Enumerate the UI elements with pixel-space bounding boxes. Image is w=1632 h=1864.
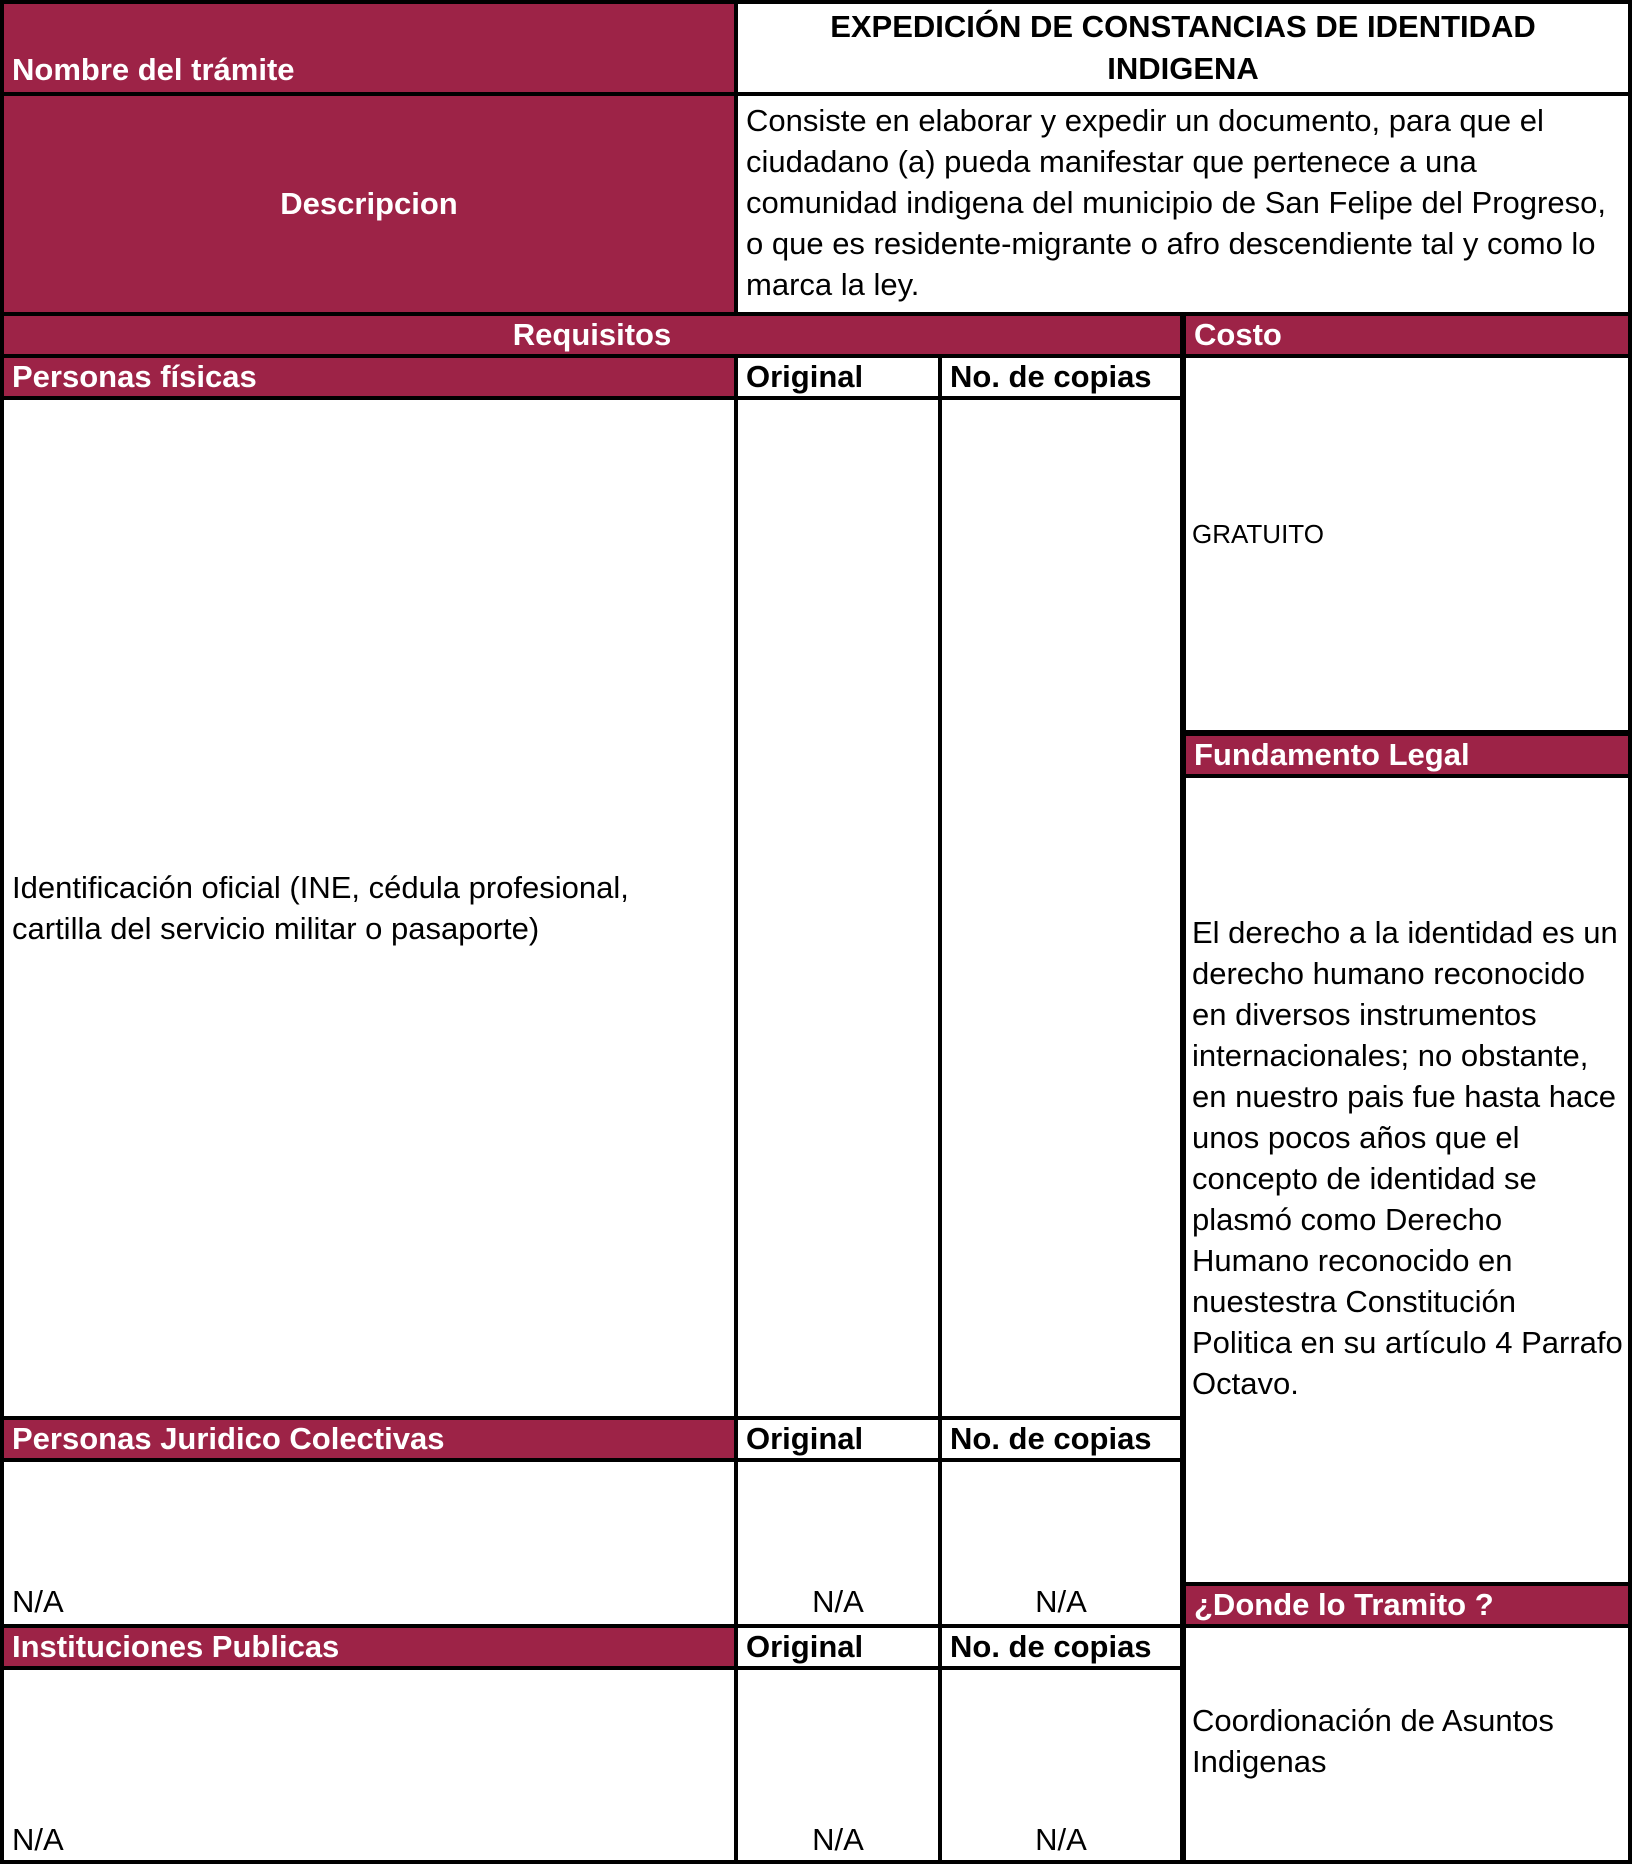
personas-fisicas-copias-header-text: No. de copias xyxy=(950,359,1152,394)
personas-fisicas-original-header-text: Original xyxy=(746,359,864,394)
divider-h-2 xyxy=(0,312,1632,316)
divider-v-original xyxy=(734,354,738,1864)
tramite-title-text: EXPEDICIÓN DE CONSTANCIAS DE IDENTIDAD INDIGENA xyxy=(830,9,1536,86)
requisitos-header-text: Requisitos xyxy=(512,317,672,352)
instituciones-original-header xyxy=(738,1628,938,1666)
instituciones-copias-header xyxy=(942,1628,1180,1666)
personas-juridico-original-text: N/A xyxy=(812,1584,864,1619)
personas-fisicas-header-text: Personas físicas xyxy=(12,359,257,394)
personas-fisicas-header xyxy=(4,358,734,396)
instituciones-copias xyxy=(942,1670,1180,1860)
personas-juridico-copias-text: N/A xyxy=(1035,1584,1087,1619)
divider-h-1 xyxy=(0,92,1632,96)
fundamento-text-content: El derecho a la identidad es un derecho humano reconocido en diversos instrumentos internacionales; no obstante, en nuestro pais fue hasta hace unos pocos años que el concepto de identidad se plasmó como Derecho Humano reconocido en nuestestra Constitución Politica en su artículo 4 Parrafo Octavo. xyxy=(1192,915,1623,1401)
descripcion-text-content: Consiste en elaborar y expedir un documento, para que el ciudadano (a) pueda manifestar que pertenece a una comunidad indigena del municipio de San Felipe del Progreso, o que es residente-migrante o afro descendiente tal y como lo marca la ley. xyxy=(746,103,1606,302)
costo-value-text: GRATUITO xyxy=(1192,518,1324,549)
border-top xyxy=(0,0,1632,4)
border-bottom xyxy=(0,1860,1632,1864)
divider-h-donde-top xyxy=(1184,1582,1632,1586)
personas-fisicas-original-header xyxy=(738,358,938,396)
divider-h-pj-top xyxy=(0,1416,1182,1420)
donde-header-text: ¿Donde lo Tramito ? xyxy=(1194,1587,1494,1622)
divider-h-ip-top xyxy=(0,1624,1182,1628)
instituciones-copias-text: N/A xyxy=(1035,1822,1087,1857)
personas-fisicas-original-cell xyxy=(738,400,938,1416)
divider-h-pf xyxy=(0,396,1182,400)
divider-v-copias xyxy=(938,354,942,1864)
divider-h-donde xyxy=(1184,1624,1632,1628)
fundamento-header-text: Fundamento Legal xyxy=(1194,737,1470,772)
instituciones-original xyxy=(738,1670,938,1860)
personas-juridico-header xyxy=(4,1420,734,1458)
personas-fisicas-copias-cell xyxy=(942,400,1180,1416)
donde-text-content: Coordionación de Asuntos Indigenas xyxy=(1192,1703,1554,1779)
instituciones-copias-header-text: No. de copias xyxy=(950,1629,1152,1664)
personas-juridico-original xyxy=(738,1462,938,1624)
personas-juridico-original-header-text: Original xyxy=(746,1421,864,1456)
costo-value xyxy=(1186,358,1628,730)
costo-header xyxy=(1186,316,1628,354)
divider-h-3 xyxy=(0,354,1632,358)
personas-juridico-item-text: N/A xyxy=(12,1584,64,1619)
instituciones-item xyxy=(4,1670,734,1860)
personas-fisicas-item xyxy=(4,400,734,1416)
fundamento-text xyxy=(1186,778,1628,1582)
instituciones-header-text: Instituciones Publicas xyxy=(12,1629,340,1664)
divider-h-ip xyxy=(0,1666,1182,1670)
tramite-label xyxy=(4,4,734,92)
personas-fisicas-copias-header xyxy=(942,358,1180,396)
requisitos-header xyxy=(4,316,1180,354)
divider-h-costo xyxy=(1184,730,1632,736)
divider-h-fundamento xyxy=(1184,774,1632,778)
descripcion-text xyxy=(738,96,1628,312)
divider-v-right xyxy=(1180,312,1186,1864)
instituciones-original-header-text: Original xyxy=(746,1629,864,1664)
donde-header xyxy=(1186,1586,1628,1624)
tramite-title xyxy=(738,4,1628,92)
instituciones-header xyxy=(4,1628,734,1666)
personas-juridico-copias xyxy=(942,1462,1180,1624)
personas-juridico-original-header xyxy=(738,1420,938,1458)
fundamento-header xyxy=(1186,736,1628,774)
personas-juridico-copias-header xyxy=(942,1420,1180,1458)
personas-juridico-copias-header-text: No. de copias xyxy=(950,1421,1152,1456)
descripcion-label-text: Descripcion xyxy=(280,186,458,221)
personas-fisicas-item-text: Identificación oficial (INE, cédula profesional, cartilla del servicio militar o pasaporte) xyxy=(12,870,629,946)
personas-juridico-item xyxy=(4,1462,734,1624)
costo-header-text: Costo xyxy=(1194,317,1282,352)
personas-juridico-header-text: Personas Juridico Colectivas xyxy=(12,1421,445,1456)
instituciones-item-text: N/A xyxy=(12,1822,64,1857)
divider-v-top xyxy=(734,0,738,316)
divider-h-pj xyxy=(0,1458,1182,1462)
instituciones-original-text: N/A xyxy=(812,1822,864,1857)
descripcion-label xyxy=(4,96,734,312)
tramite-label-text: Nombre del trámite xyxy=(12,52,295,87)
border-left xyxy=(0,0,4,1864)
donde-text xyxy=(1186,1628,1628,1860)
